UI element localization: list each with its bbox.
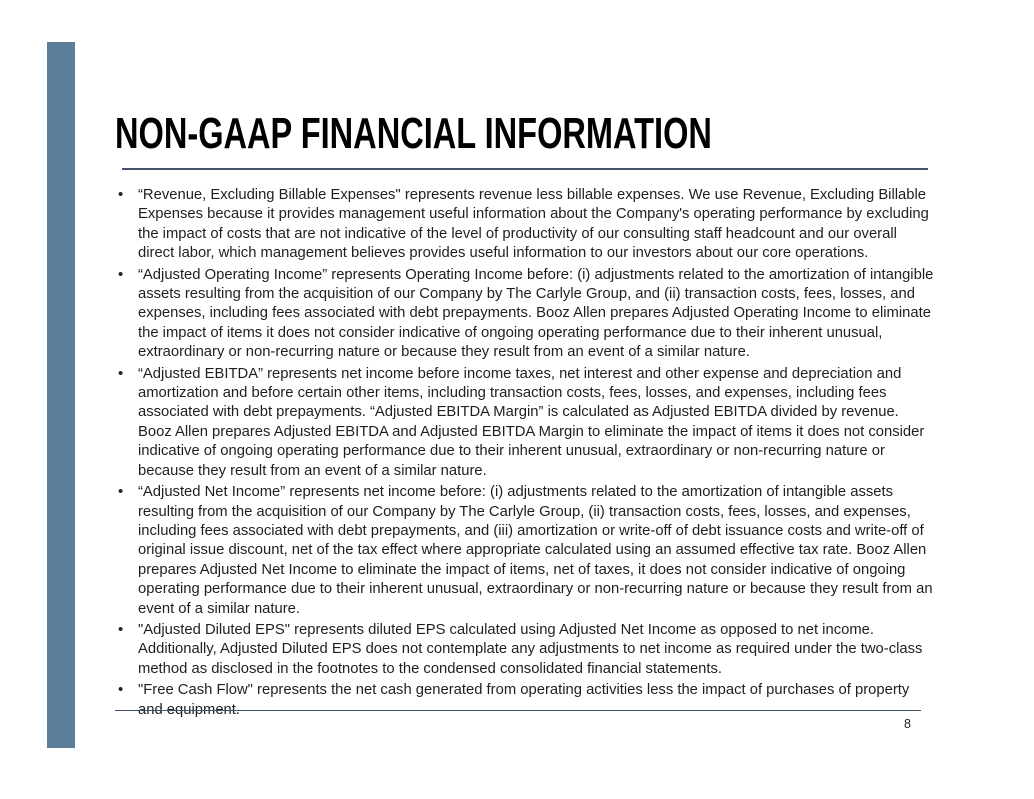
accent-bar [47,42,75,748]
page-number: 8 [904,717,911,731]
bullet-item: • “Adjusted EBITDA” represents net income before income taxes, net interest and other expense and depreciation and amortization and before certain other items, including transaction costs, fees, losses, and expenses, including fees associated with debt prepayments. “Adjusted EBITDA Margin” is calculated as Adjusted EBITDA divided by revenue. Booz Allen prepares Adjusted EBITDA and Adjusted EBITDA Margin to eliminate the impact of items it does not consider indicative of ongoing operating performance due to their inherent unusual, extraordinary or non-recurring nature or because they result from an event of a similar nature. [115,365,935,481]
bullet-item: • “Adjusted Operating Income” represents Operating Income before: (i) adjustments related to the amortization of intangible assets resulting from the acquisition of our Company by The Carlyle Group, and (ii) transaction costs, fees, losses, and expenses, including fees associated with debt prepayments. Booz Allen prepares Adjusted Operating Income to eliminate the impact of items it does not consider indicative of ongoing operating performance due to their inherent unusual, extraordinary or non-recurring nature or because they result from an event of a similar nature. [115,266,935,363]
bullet-item: • “Revenue, Excluding Billable Expenses" represents revenue less billable expenses. We use Revenue, Excluding Billable Expenses because it provides management useful information about the Company's operating performance by excluding the impact of costs that are not indicative of the level of productivity of our consulting staff headcount and our overall direct labor, which management believes provides useful information to our investors about our core operations. [115,186,935,264]
title-divider [122,168,928,170]
footer-divider [115,710,921,711]
bullet-list [115,186,935,720]
bullet-item: • "Free Cash Flow" represents the net cash generated from operating activities less the impact of purchases of property and equipment. [115,681,935,720]
slide-content [115,109,935,722]
bullet-item: • “Adjusted Net Income” represents net income before: (i) adjustments related to the amortization of intangible assets resulting from the acquisition of our Company by The Carlyle Group, (ii) transaction costs, fees, losses, and expenses, including fees associated with debt prepayments, and (iii) amortization or write-off of debt issuance costs and write-off of original issue discount, net of the tax effect where appropriate calculated using an assumed effective tax rate. Booz Allen prepares Adjusted Net Income to eliminate the impact of items, net of taxes, it does not consider indicative of ongoing operating performance due to their inherent unusual, extraordinary or non-recurring nature or because they result from an event of a similar nature. [115,483,935,619]
bullet-item: • "Adjusted Diluted EPS" represents diluted EPS calculated using Adjusted Net Income as opposed to net income. Additionally, Adjusted Diluted EPS does not contemplate any adjustments to net income as required under the two-class method as disclosed in the footnotes to the condensed consolidated financial statements. [115,621,935,679]
page-title: NON-GAAP FINANCIAL INFORMATION [115,109,712,158]
